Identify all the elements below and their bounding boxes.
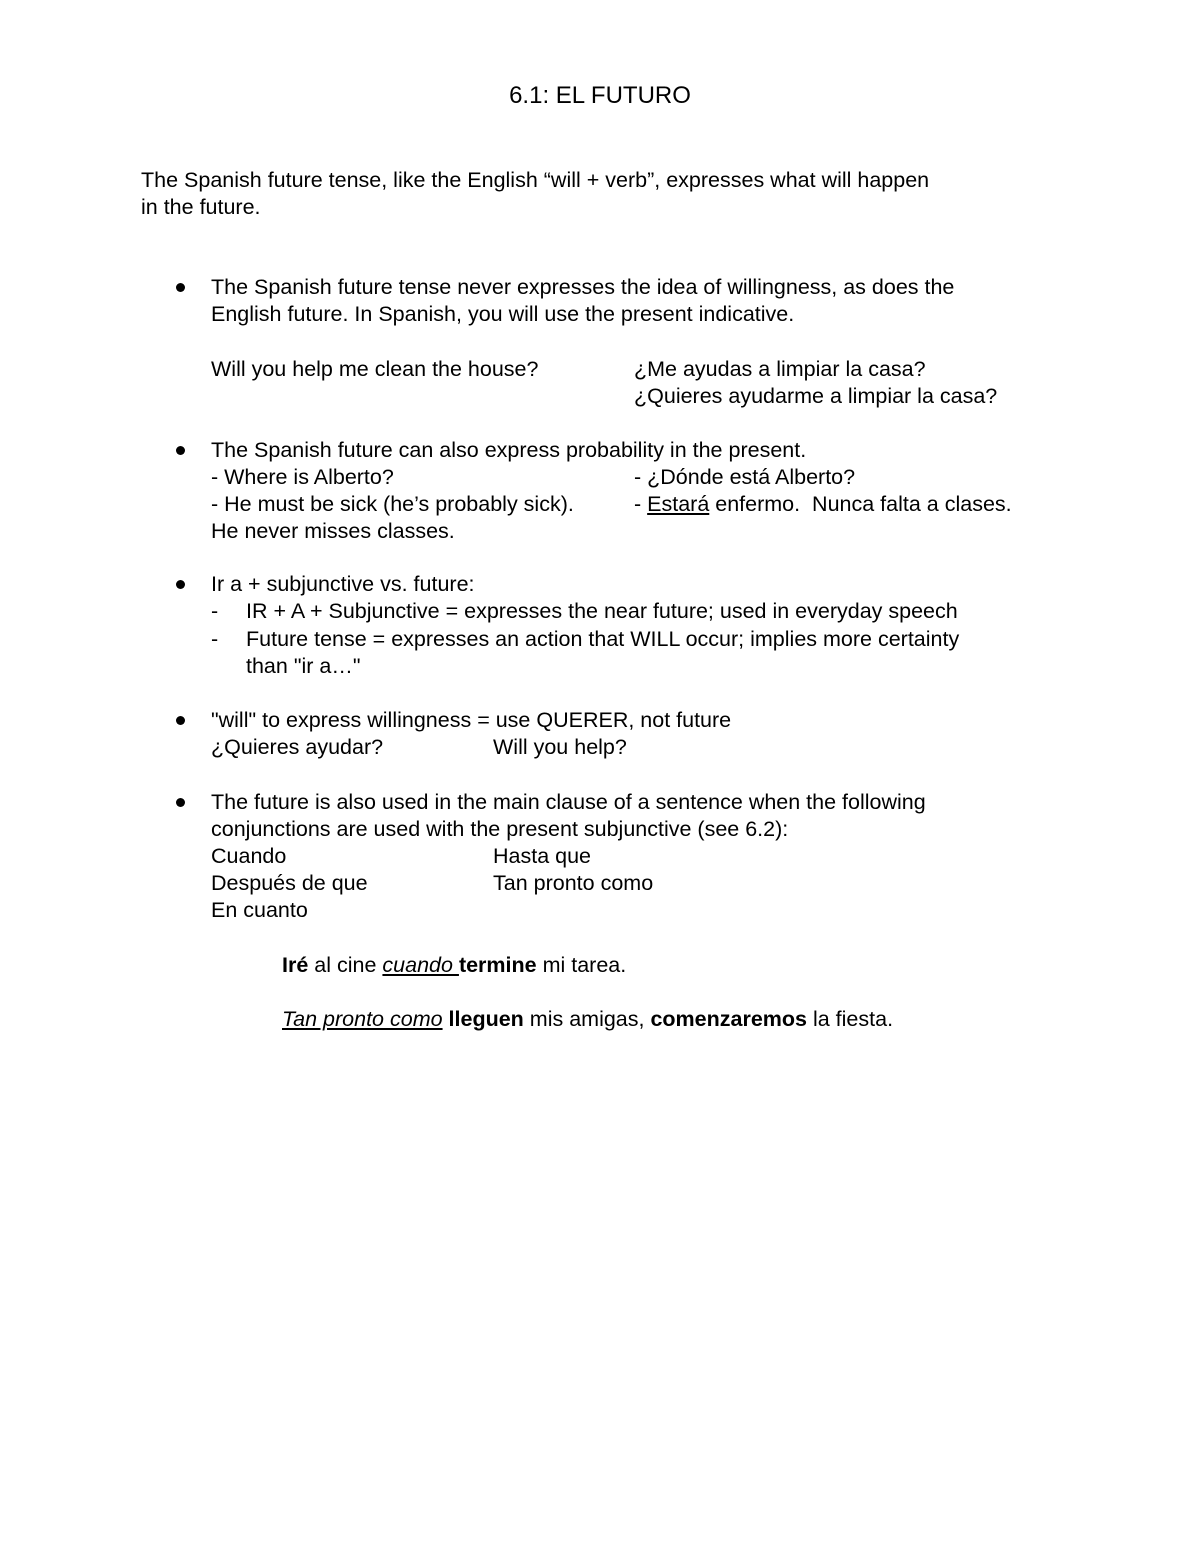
conjunction-item: Después de que [211, 871, 368, 895]
example-sentence-1 [282, 952, 626, 979]
answer-dash: - [634, 492, 648, 516]
bullet-dot [176, 716, 185, 725]
intro-line-2: in the future. [141, 195, 261, 219]
example-sentence-2 [282, 1006, 893, 1033]
conjunction-item: Tan pronto como [493, 871, 654, 895]
bullet3-line-1: Ir a + subjunctive vs. future: [211, 572, 475, 596]
bullet-dot [176, 580, 185, 589]
bullet1-line-2: English future. In Spanish, you will use the present indicative. [211, 302, 795, 326]
bullet1-line-1: The Spanish future tense never expresses the idea of willingness, as does the [211, 275, 955, 299]
text-run: al cine [308, 953, 383, 977]
conjunction-underlined: Tan pronto como [282, 1007, 443, 1031]
bullet-dot [176, 446, 185, 455]
bullet3-dash-2b: than "ir a…" [246, 654, 361, 678]
bullet5-line-1: The future is also used in the main clause of a sentence when the following [211, 790, 926, 814]
bullet3-dash-2a: Future tense = expresses an action that WILL occur; implies more certainty [246, 627, 960, 651]
dash-marker: - [211, 627, 219, 651]
bullet2-question-en: - Where is Alberto? [211, 465, 394, 489]
bullet3-dash-1: IR + A + Subjunctive = expresses the near future; used in everyday speech [246, 599, 958, 623]
verb-future: Iré [282, 953, 309, 977]
conjunction-item: Hasta que [493, 844, 592, 868]
bullet1-example-en: Will you help me clean the house? [211, 357, 539, 381]
answer-rest: enfermo. Nunca falta a clases. [709, 492, 1012, 516]
bullet4-line-1: "will" to express willingness = use QUERER, not future [211, 708, 732, 732]
text-run: la fiesta. [807, 1007, 894, 1031]
bullet2-answer-en-2: He never misses classes. [211, 519, 455, 543]
bullet4-example-en: Will you help? [493, 735, 627, 759]
intro-line-1: The Spanish future tense, like the English “will + verb”, expresses what will happen [141, 168, 930, 192]
dash-marker: - [211, 599, 219, 623]
text-run: mi tarea. [536, 953, 627, 977]
verb-subjunctive: lleguen [448, 1007, 524, 1031]
bullet1-example-es-1: ¿Me ayudas a limpiar la casa? [634, 357, 926, 381]
bullet2-question-es: - ¿Dónde está Alberto? [634, 465, 856, 489]
conjunction-item: Cuando [211, 844, 287, 868]
verb-future: comenzaremos [650, 1007, 807, 1031]
verb-subjunctive: termine [458, 953, 537, 977]
page-title: 6.1: EL FUTURO [509, 82, 691, 109]
bullet2-answer-en: - He must be sick (he’s probably sick). [211, 492, 574, 516]
conjunction-underlined: cuando [382, 953, 459, 977]
bullet2-line-1: The Spanish future can also express probability in the present. [211, 438, 807, 462]
bullet-dot [176, 283, 185, 292]
bullet5-line-2: conjunctions are used with the present subjunctive (see 6.2): [211, 817, 789, 841]
bullet4-example-es: ¿Quieres ayudar? [211, 735, 384, 759]
bullet-dot [176, 798, 185, 807]
bullet2-answer-es [634, 491, 1012, 518]
bullet1-example-es-2: ¿Quieres ayudarme a limpiar la casa? [634, 384, 998, 408]
text-run: mis amigas, [523, 1007, 651, 1031]
future-verb-estara: Estará [647, 492, 710, 516]
conjunction-item: En cuanto [211, 898, 308, 922]
